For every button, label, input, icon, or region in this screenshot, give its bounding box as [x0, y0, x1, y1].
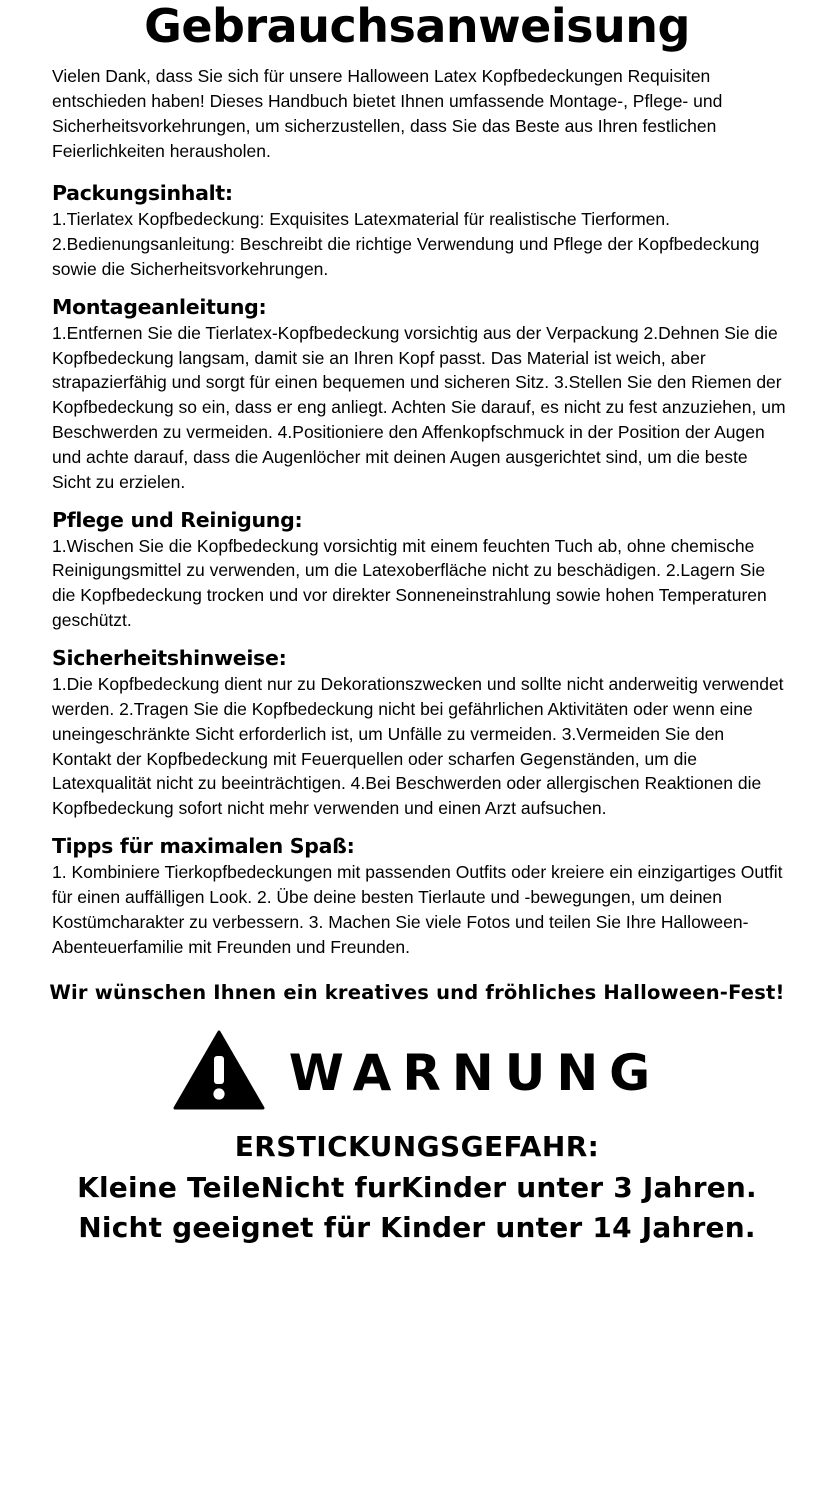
section-body-packungsinhalt: 1.Tierlatex Kopfbedeckung: Exquisites Latexmaterial für realistische Tierformen. 2.Bedienungsanleitung: Beschreibt die richtige Verwendung und Pflege der Kopfbedeckung sowie die Sicherheitsvorkehrungen.	[52, 209, 760, 279]
section-heading-tipps: Tipps für maximalen Spaß:	[52, 834, 355, 859]
warning-word: WARNUNG	[288, 1043, 662, 1102]
closing-message: Wir wünschen Ihnen ein kreatives und fröhliches Halloween-Fest!	[49, 981, 785, 1005]
warning-line-2: Kleine TeileNicht furKinder unter 3 Jahren.	[77, 1170, 757, 1204]
section-packungsinhalt	[52, 181, 786, 282]
page-title: Gebrauchsanweisung	[144, 0, 690, 53]
section-heading-sicherheitshinweise: Sicherheitshinweise:	[52, 645, 287, 670]
instruction-manual-page	[0, 2, 834, 1502]
section-body-montageanleitung: 1.Entfernen Sie die Tierlatex-Kopfbedeckung vorsichtig aus der Verpackung 2.Dehnen Sie die Kopfbedeckung langsam, damit sie an Ihren Kopf passt. Das Material ist weich, aber strapazierfähig und sorgt für einen bequemen und sicheren Sitz. 3.Stellen Sie den Riemen der Kopfbedeckung so ein, dass er eng anliegt. Achten Sie darauf, es nicht zu fest anzuziehen, um Beschwerden zu vermeiden. 4.Positioniere den Affenkopfschmuck in der Position der Augen und achte darauf, dass die Augenlöcher mit deinen Augen ausgerichtet sind, um die beste Sicht zu erzielen.	[52, 322, 786, 492]
section-sicherheitshinweise	[52, 646, 786, 821]
warning-block	[0, 1030, 834, 1244]
warning-triangle-icon	[173, 1030, 265, 1115]
section-heading-pflege-und-reinigung: Pflege und Reinigung:	[52, 507, 303, 532]
section-body-tipps: 1. Kombiniere Tierkopfbedeckungen mit passenden Outfits oder kreiere ein einzigartiges Outfit für einen auffälligen Look. 2. Übe deine besten Tierlaute und -bewegungen, um deinen Kostümcharakter zu verbessern. 3. Machen Sie viele Fotos und teilen Sie Ihre Halloween-Abenteuerfamilie mit Freunden und Freunden.	[52, 862, 783, 957]
warning-line-3: Nicht geeignet für Kinder unter 14 Jahren.	[78, 1211, 756, 1245]
manual-content	[0, 64, 834, 959]
warning-line-1: ERSTICKUNGSGEFAHR:	[234, 1130, 600, 1164]
section-montageanleitung	[52, 295, 786, 495]
section-body-sicherheitshinweise: 1.Die Kopfbedeckung dient nur zu Dekorationszwecken und sollte nicht anderweitig verwendet werden. 2.Tragen Sie die Kopfbedeckung nicht bei gefährlichen Aktivitäten oder wenn eine uneingeschränkte Sicht erforderlich ist, um Unfälle zu vermeiden. 3.Vermeiden Sie den Kontakt der Kopfbedeckung mit Feuerquellen oder scharfen Gegenständen, um die Latexqualität nicht zu beeinträchtigen. 4.Bei Beschwerden oder allergischen Reaktionen die Kopfbedeckung sofort nicht mehr verwenden und einen Arzt aufsuchen.	[52, 673, 784, 819]
section-heading-packungsinhalt: Packungsinhalt:	[52, 181, 233, 206]
section-pflege-und-reinigung	[52, 508, 786, 633]
section-body-pflege-und-reinigung: 1.Wischen Sie die Kopfbedeckung vorsichtig mit einem feuchten Tuch ab, ohne chemische Reinigungsmittel zu verwenden, um die Latexoberfläche nicht zu beschädigen. 2.Lagern Sie die Kopfbedeckung trocken und vor direkter Sonneneinstrahlung sowie hohen Temperaturen geschützt.	[52, 535, 767, 631]
section-tipps	[52, 834, 786, 959]
warning-headline-row	[0, 1030, 834, 1115]
section-heading-montageanleitung: Montageanleitung:	[52, 294, 267, 319]
intro-paragraph: Vielen Dank, dass Sie sich für unsere Halloween Latex Kopfbedeckungen Requisiten entschieden haben! Dieses Handbuch bietet Ihnen umfassende Montage-, Pflege- und Sicherheitsvorkehrungen, um sicherzustellen, dass Sie das Beste aus Ihren festlichen Feierlichkeiten herausholen.	[52, 66, 723, 161]
